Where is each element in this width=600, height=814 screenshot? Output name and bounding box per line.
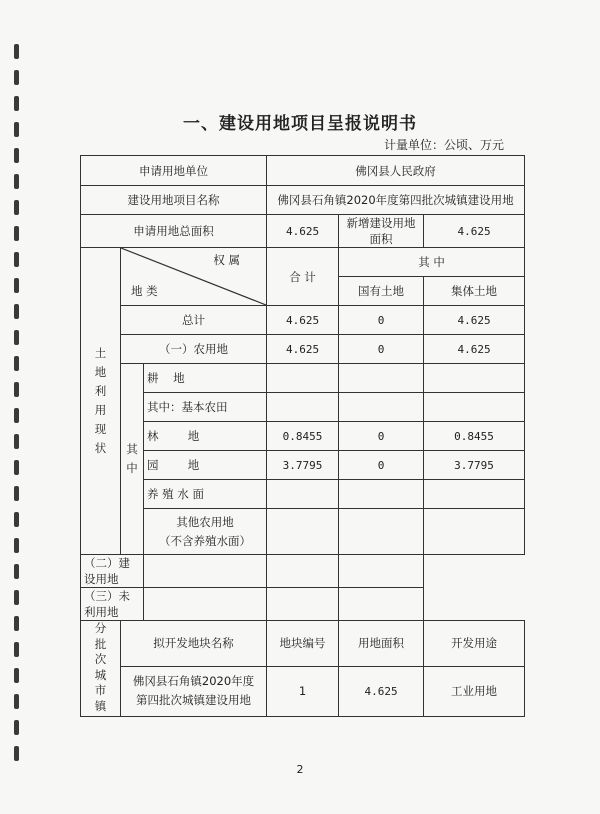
row-basic-state — [339, 393, 424, 422]
plot-area: 4.625 — [339, 666, 424, 716]
row-unused-label: （三）未利用地 — [81, 588, 144, 621]
row-other-farm-collective — [424, 509, 525, 555]
row-unused-state — [267, 588, 339, 621]
plots-header-number: 地块编号 — [267, 621, 339, 667]
header-row-1 — [81, 248, 525, 277]
project-label: 建设用地项目名称 — [81, 186, 267, 215]
plots-header-row — [81, 621, 525, 667]
row-other-farm-state — [339, 509, 424, 555]
row-aqua-state — [339, 480, 424, 509]
row-garden-total: 3.7795 — [267, 451, 339, 480]
land-use-side-label — [81, 248, 121, 555]
row-other-farm-label-line1: 其他农用地 — [176, 515, 234, 530]
row-construction-state — [267, 555, 339, 588]
row-arable-collective — [424, 364, 525, 393]
new-area-value: 4.625 — [424, 215, 525, 248]
row-farm-total: 4.625 — [267, 335, 339, 364]
header-among: 其 中 — [339, 248, 525, 277]
row-total — [81, 306, 525, 335]
row-other-farm-label — [144, 509, 267, 555]
row-arable-total — [267, 364, 339, 393]
header-state: 国有土地 — [339, 277, 424, 306]
row-unused-collective — [339, 588, 424, 621]
row-arable-label: 耕 地 — [144, 364, 267, 393]
row-arable-state — [339, 364, 424, 393]
batch-side-label — [81, 621, 121, 717]
row-construction — [81, 555, 525, 588]
row-other-farm — [81, 509, 525, 555]
page-number: 2 — [296, 763, 304, 776]
plots-row — [81, 666, 525, 716]
row-forest-state: 0 — [339, 422, 424, 451]
row-basic-total — [267, 393, 339, 422]
row-unused-total — [144, 588, 267, 621]
row-other-farm-label-line2: （不含养殖水面） — [159, 533, 251, 548]
row-construction-label: （二）建设用地 — [81, 555, 144, 588]
row-total-total: 4.625 — [267, 306, 339, 335]
applicant-value: 佛冈县人民政府 — [267, 156, 525, 186]
row-forest-label: 林 地 — [144, 422, 267, 451]
row-total-label: 总计 — [121, 306, 267, 335]
row-aqua-collective — [424, 480, 525, 509]
row-garden — [81, 451, 525, 480]
plots-header-area: 用地面积 — [339, 621, 424, 667]
plot-name — [121, 666, 267, 716]
plot-name-line1: 佛冈县石角镇2020年度 — [132, 673, 255, 688]
plot-name-line2: 第四批次城镇建设用地 — [136, 693, 251, 708]
row-aqua-label: 养 殖 水 面 — [144, 480, 267, 509]
row-total-collective: 4.625 — [424, 306, 525, 335]
area-row — [81, 215, 525, 248]
row-basic-label: 其中：基本农田 — [144, 393, 267, 422]
row-garden-label: 园 地 — [144, 451, 267, 480]
row-forest — [81, 422, 525, 451]
among-side-label — [121, 364, 144, 555]
row-construction-collective — [339, 555, 424, 588]
row-aqua-total — [267, 480, 339, 509]
applicant-row — [81, 156, 525, 186]
plot-use: 工业用地 — [424, 666, 525, 716]
header-diagonal-cell — [121, 248, 267, 306]
plots-header-name: 拟开发地块名称 — [121, 621, 267, 667]
new-area-label: 新增建设用地面积 — [339, 215, 424, 248]
row-basic — [81, 393, 525, 422]
header-category: 地 类 — [131, 284, 158, 298]
row-farm-label: （一）农用地 — [121, 335, 267, 364]
row-arable — [81, 364, 525, 393]
row-construction-total — [144, 555, 267, 588]
project-row — [81, 186, 525, 215]
plots-header-use: 开发用途 — [424, 621, 525, 667]
row-other-farm-total — [267, 509, 339, 555]
applicant-label: 申请用地单位 — [81, 156, 267, 186]
plot-number: 1 — [267, 666, 339, 716]
row-garden-collective: 3.7795 — [424, 451, 525, 480]
row-aqua — [81, 480, 525, 509]
row-forest-total: 0.8455 — [267, 422, 339, 451]
row-unused — [81, 588, 525, 621]
area-total: 4.625 — [267, 215, 339, 248]
batch-side-text: 分批次城市镇 — [94, 621, 107, 713]
area-label: 申请用地总面积 — [81, 215, 267, 248]
header-total: 合 计 — [267, 248, 339, 306]
land-use-side-text: 土地利用现状 — [94, 346, 107, 455]
row-garden-state: 0 — [339, 451, 424, 480]
row-farm-collective: 4.625 — [424, 335, 525, 364]
row-forest-collective: 0.8455 — [424, 422, 525, 451]
among-side-text: 其中 — [126, 442, 138, 475]
header-ownership: 权 属 — [213, 253, 241, 267]
header-collective: 集体土地 — [424, 277, 525, 306]
row-farm-state: 0 — [339, 335, 424, 364]
project-table — [80, 155, 525, 717]
row-total-state: 0 — [339, 306, 424, 335]
unit-note: 计量单位：公顷、万元 — [383, 138, 504, 152]
project-value: 佛冈县石角镇2020年度第四批次城镇建设用地 — [267, 186, 525, 215]
row-basic-collective — [424, 393, 525, 422]
row-farm — [81, 335, 525, 364]
page-title: 一、建设用地项目呈报说明书 — [183, 114, 417, 134]
